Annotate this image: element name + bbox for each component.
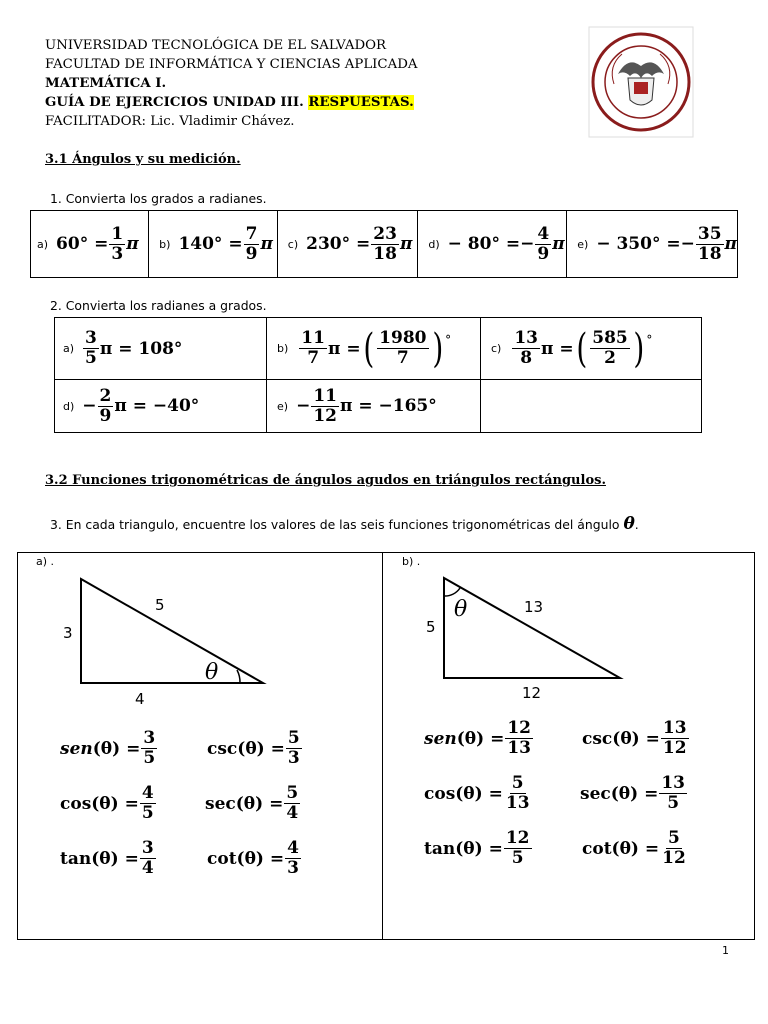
panel-a-cos <box>60 785 157 822</box>
q1-b-lhs: 140° = <box>178 234 243 254</box>
frac-num: 5 <box>668 828 680 848</box>
q2-a-num: 3 <box>85 328 97 348</box>
q1-c-label: c) <box>287 237 299 251</box>
q2-b-num: 11 <box>301 328 325 348</box>
panel-a-sec <box>205 785 301 822</box>
page-number: 1 <box>722 944 729 957</box>
func-arg: (θ) = <box>237 738 285 759</box>
q2-c-num: 13 <box>514 328 539 348</box>
triangle-a-side-hyp: 5 <box>155 596 165 614</box>
frac-den: 5 <box>141 803 154 823</box>
q2-cell-c <box>481 318 702 380</box>
func-arg: (θ) = <box>611 838 660 859</box>
frac-num: 4 <box>287 838 299 858</box>
q1-cell-b <box>149 211 278 278</box>
q1-d-sign: − <box>520 234 535 254</box>
q2-d-rhs: π = −40° <box>114 396 200 416</box>
func-name: sec <box>580 783 611 804</box>
frac-num: 4 <box>141 783 154 803</box>
panel-b-cos <box>424 775 533 812</box>
panel-b-label: b) . <box>402 555 421 568</box>
q1-d-pi: π <box>552 234 565 254</box>
frac-num: 5 <box>286 783 299 803</box>
panel-b-sec <box>580 775 688 812</box>
q2-cell-b <box>267 318 481 380</box>
frac-den: 12 <box>662 738 687 758</box>
func-arg: (θ) = <box>92 738 141 759</box>
frac-num: 5 <box>511 773 524 793</box>
triangle-a-side-vertical: 3 <box>63 624 73 642</box>
q1-c-lhs: 230° = <box>306 234 371 254</box>
question-3-end: . <box>634 517 639 532</box>
func-name: tan <box>60 848 92 869</box>
triangle-b-side-vertical: 5 <box>426 618 436 636</box>
q1-a-lhs: 60° = <box>56 234 109 254</box>
q1-e-pi: π <box>724 234 737 254</box>
func-name: sen <box>424 728 457 749</box>
q1-d-num: 4 <box>537 223 550 244</box>
frac-num: 3 <box>143 728 156 748</box>
right-paren: ) <box>431 325 443 372</box>
university-seal-logo <box>588 26 694 138</box>
panels-divider <box>382 552 383 940</box>
panel-b-csc <box>582 720 690 757</box>
q2-b-label: b) <box>277 342 289 355</box>
frac-den: 3 <box>287 858 299 878</box>
q2-e-label: e) <box>277 399 289 413</box>
q1-a-num: 1 <box>111 223 124 244</box>
q2-a-rhs: π = 108° <box>99 338 183 359</box>
question-3-text: 3. En cada triangulo, encuentre los valores de las seis funciones trigonométricas del ángulo <box>50 517 620 532</box>
frac-den: 13 <box>507 738 532 758</box>
q1-cell-d <box>418 211 567 278</box>
q1-cell-e <box>567 211 738 278</box>
q1-c-pi: π <box>399 234 413 254</box>
func-name: csc <box>582 728 613 749</box>
triangle-a-side-base: 4 <box>135 690 145 708</box>
func-arg: (θ) = <box>236 848 285 869</box>
triangle-b-angle: θ <box>454 597 468 622</box>
frac-den: 13 <box>505 793 530 813</box>
q2-b-den: 7 <box>307 348 320 368</box>
q1-cell-a <box>31 211 149 278</box>
left-paren: ( <box>362 325 374 372</box>
q1-d-lhs: − 80° = <box>447 234 521 254</box>
q2-c-den: 8 <box>520 348 533 368</box>
frac-den: 4 <box>141 858 154 878</box>
frac-num: 13 <box>662 718 687 738</box>
func-arg: (θ) = <box>455 783 503 804</box>
q2-b-deg: ° <box>445 332 452 347</box>
q1-a-pi: π <box>126 234 139 254</box>
q2-cell-e <box>267 380 481 433</box>
q2-c-rnum: 585 <box>592 328 628 348</box>
q2-cell-d <box>55 380 267 433</box>
panel-a-label: a) . <box>36 555 55 568</box>
q2-d-num: 2 <box>99 385 112 406</box>
document-header <box>45 36 417 131</box>
question-1-prompt: 1. Convierta los grados a radianes. <box>50 191 267 206</box>
q1-b-den: 9 <box>245 243 258 264</box>
q1-b-pi: π <box>260 234 273 254</box>
func-arg: (θ) = <box>91 793 139 814</box>
guide-title-text: GUÍA DE EJERCICIOS UNIDAD III. <box>45 95 304 110</box>
q1-c-den: 18 <box>373 243 397 264</box>
q1-e-label: e) <box>577 237 589 251</box>
frac-num: 12 <box>505 828 530 848</box>
q2-e-rhs: π = −165° <box>339 396 437 416</box>
func-name: tan <box>424 838 456 859</box>
q2-a-den: 5 <box>85 348 97 368</box>
func-name: csc <box>207 738 238 759</box>
degrees-to-radians-table <box>30 210 738 278</box>
q1-e-num: 35 <box>697 223 722 244</box>
func-name: cot <box>582 838 612 859</box>
q2-e-num: 11 <box>313 385 337 406</box>
q1-a-label: a) <box>37 237 49 251</box>
panel-a-tan <box>60 840 157 877</box>
panel-b-cot <box>582 830 689 867</box>
q2-e-sign: − <box>296 396 311 416</box>
frac-num: 5 <box>287 728 300 748</box>
panel-b-tan <box>424 830 533 867</box>
frac-den: 5 <box>667 793 680 813</box>
question-2-prompt: 2. Convierta los radianes a grados. <box>50 298 267 313</box>
right-paren: ) <box>633 325 645 372</box>
theta-symbol: θ <box>623 514 635 534</box>
frac-num: 3 <box>141 838 154 858</box>
q2-c-deg: ° <box>646 332 653 347</box>
question-3-prompt <box>50 514 639 534</box>
section-title-trig-functions: 3.2 Funciones trigonométricas de ángulos agudos en triángulos rectángulos. <box>45 473 606 488</box>
q1-b-num: 7 <box>245 223 258 244</box>
q2-a-label: a) <box>63 342 75 355</box>
q1-e-sign: − <box>680 234 695 254</box>
q2-d-label: d) <box>63 399 75 413</box>
q1-e-lhs: − 350° = <box>596 234 681 254</box>
q1-e-den: 18 <box>697 243 722 264</box>
frac-den: 5 <box>143 748 156 768</box>
frac-den: 5 <box>511 848 524 868</box>
func-name: sen <box>60 738 93 759</box>
triangle-b-side-hyp: 13 <box>524 598 544 616</box>
q2-e-den: 12 <box>313 405 337 426</box>
q2-d-sign: − <box>82 396 97 416</box>
func-name: cot <box>207 848 237 869</box>
q1-b-label: b) <box>159 237 171 251</box>
answers-highlight: RESPUESTAS. <box>308 95 414 110</box>
q2-c-rden: 2 <box>604 348 616 368</box>
panel-a-cot <box>207 840 302 877</box>
triangle-a-angle: θ <box>205 660 219 685</box>
q2-b-rden: 7 <box>396 348 409 368</box>
frac-den: 4 <box>286 803 299 823</box>
course-name: MATEMÁTICA I. <box>45 76 167 91</box>
panel-a-csc <box>207 730 303 767</box>
q2-cell-empty <box>481 380 702 433</box>
q2-cell-a <box>55 318 267 380</box>
func-arg: (θ) = <box>235 793 284 814</box>
q2-b-rnum: 1980 <box>379 328 427 348</box>
func-arg: (θ) = <box>610 783 659 804</box>
q1-cell-c <box>277 211 418 278</box>
func-name: cos <box>424 783 456 804</box>
university-name: UNIVERSIDAD TECNOLÓGICA DE EL SALVADOR <box>45 38 387 53</box>
q1-d-den: 9 <box>537 243 550 264</box>
q1-c-num: 23 <box>373 223 397 244</box>
frac-den: 3 <box>287 748 300 768</box>
panel-b-sen <box>424 720 534 757</box>
triangle-b-side-base: 12 <box>522 684 542 702</box>
q2-c-rhs-prefix: π = <box>541 338 574 359</box>
func-arg: (θ) = <box>456 728 505 749</box>
triangle-b <box>420 572 640 702</box>
q2-d-den: 9 <box>99 405 112 426</box>
facilitator: FACILITADOR: Lic. Vladimir Chávez. <box>45 114 295 129</box>
q2-c-label: c) <box>491 342 502 355</box>
func-name: sec <box>205 793 236 814</box>
q1-a-den: 3 <box>111 243 124 264</box>
func-arg: (θ) = <box>91 848 139 869</box>
frac-den: 12 <box>662 848 686 868</box>
func-arg: (θ) = <box>455 838 503 859</box>
section-title-angles: 3.1 Ángulos y su medición. <box>45 152 241 167</box>
func-name: cos <box>60 793 92 814</box>
q2-b-rhs-prefix: π = <box>327 338 361 359</box>
left-paren: ( <box>575 325 587 372</box>
radians-to-degrees-table <box>54 317 702 433</box>
guide-title <box>45 93 417 112</box>
faculty-name: FACULTAD DE INFORMÁTICA Y CIENCIAS APLICADA <box>45 57 418 72</box>
frac-num: 12 <box>507 718 532 738</box>
panel-a-sen <box>60 730 158 767</box>
func-arg: (θ) = <box>612 728 660 749</box>
frac-num: 13 <box>661 773 686 793</box>
triangle-a <box>55 570 280 708</box>
q1-d-label: d) <box>428 237 440 251</box>
